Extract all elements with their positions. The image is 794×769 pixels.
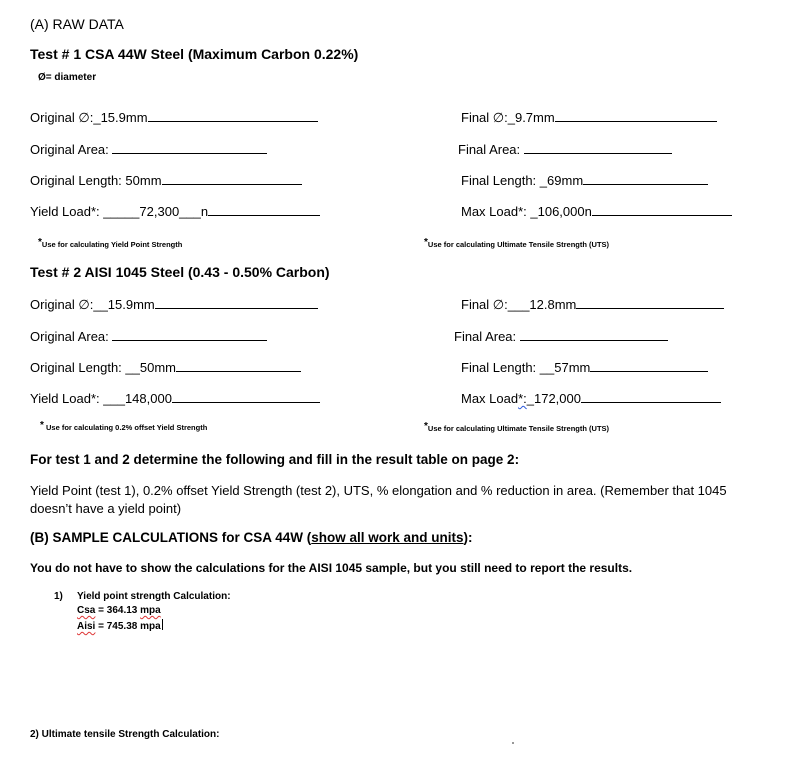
field-value: _9.7mm [507,110,555,125]
field-value: __57mm [539,360,591,375]
field-label: Final ∅: [461,297,508,312]
test2-title: Test # 2 AISI 1045 Steel (0.43 - 0.50% Carbon) [30,264,330,280]
test2-uts-footnote: *Use for calculating Ultimate Tensile Strength (UTS) [424,421,610,433]
field-label: Yield Load*: [30,391,100,406]
diameter-symbol: Ø [38,72,46,83]
test2-max-load[interactable] [461,390,721,406]
instruction-body-line2: doesn’t have a yield point) [30,501,182,516]
aisi-name: Aisi [77,621,96,632]
test1-final-diameter[interactable] [461,109,717,126]
test2-original-area[interactable] [30,328,267,344]
test2-final-length[interactable] [461,359,708,375]
text-cursor [162,619,163,630]
field-label: Original Area: [30,142,109,157]
field-value: ___12.8mm [507,297,577,312]
fill-line [208,203,320,216]
section-b-emphasis: show all work and units [311,530,464,545]
fill-line [172,390,320,403]
calc1-title: Yield point strength Calculation: [77,591,231,602]
fill-line [524,141,672,154]
test1-original-diameter[interactable] [30,109,318,126]
field-label: Original ∅: [30,297,94,312]
test1-title: Test # 1 CSA 44W Steel (Maximum Carbon 0.22%) [30,46,359,62]
asterisk: * [40,420,44,431]
max-load-marker: *: [518,391,527,406]
instruction-heading: For test 1 and 2 determine the following and fill in the result table on page 2: [30,452,520,467]
fill-line [555,109,717,122]
test2-yield-footnote: * Use for calculating 0.2% offset Yield Strength [40,420,208,432]
fill-line [592,203,732,216]
field-value: _69mm [539,173,584,188]
fill-line [176,359,301,372]
test1-original-length[interactable] [30,172,302,188]
field-label: Final Area: [458,142,521,157]
fill-line [162,172,302,185]
field-label: Final Area: [454,329,517,344]
csa-unit: mpa [140,605,161,616]
test2-original-length[interactable] [30,359,301,375]
field-label: Original Area: [30,329,109,344]
field-value: __50mm [125,360,176,375]
stray-mark [512,742,514,744]
fill-line [112,141,267,154]
field-value: _15.9mm [93,110,148,125]
section-a-heading: (A) RAW DATA [30,16,124,32]
instruction-body-line1: Yield Point (test 1), 0.2% offset Yield Strength (test 2), UTS, % elongation and % reduction in area. (Remember that 1045 [30,483,727,498]
field-value: _106,000n [530,204,592,219]
section-b-heading: (B) SAMPLE CALCULATIONS for CSA 44W (show all work and units): [30,530,473,545]
field-label: Final Length: [461,173,537,188]
fill-line [590,359,708,372]
field-label: Original Length: [30,360,122,375]
field-label: Max Load [461,391,519,406]
fill-line [583,172,708,185]
field-label: Final ∅: [461,110,508,125]
calc1-csa-line[interactable]: Csa = 364.13 mpa [77,605,161,616]
field-label: Yield Load*: [30,204,100,219]
fill-line [576,296,724,309]
test1-yield-load[interactable] [30,203,320,219]
calc1-aisi-line[interactable]: Aisi = 745.38 mpa [77,621,161,632]
asterisk: * [38,237,42,248]
test1-final-length[interactable] [461,172,708,188]
test1-max-load[interactable] [461,203,732,219]
csa-name: Csa [77,605,96,616]
fill-line [155,296,318,309]
diameter-note: = diameter [45,72,97,83]
field-value: __15.9mm [93,297,155,312]
test2-final-area[interactable] [454,328,668,344]
test2-yield-load[interactable] [30,390,320,406]
asterisk: * [424,421,428,432]
fill-line [148,109,318,122]
field-value: _172,000 [526,391,581,406]
field-value: ___148,000 [103,391,172,406]
fill-line [581,390,721,403]
field-label: Final Length: [461,360,537,375]
asterisk: * [424,237,428,248]
field-value: _____72,300___n [103,204,209,219]
test1-yield-footnote: *Use for calculating Yield Point Strength [38,237,183,249]
test2-original-diameter[interactable] [30,296,318,313]
test1-original-area[interactable] [30,141,267,157]
test1-final-area[interactable] [458,141,672,157]
test2-final-diameter[interactable] [461,296,724,313]
diameter-legend [38,72,96,83]
field-value: 50mm [125,173,162,188]
fill-line [112,328,267,341]
aisi-note: You do not have to show the calculations for the AISI 1045 sample, but you still need to report the results. [30,561,633,575]
calc2-title: 2) Ultimate tensile Strength Calculation: [30,729,220,740]
field-label: Original ∅: [30,110,94,125]
test1-uts-footnote: *Use for calculating Ultimate Tensile Strength (UTS) [424,237,610,249]
fill-line [520,328,668,341]
field-label: Max Load*: [461,204,527,219]
field-label: Original Length: [30,173,122,188]
calc1-number: 1) [54,591,63,602]
